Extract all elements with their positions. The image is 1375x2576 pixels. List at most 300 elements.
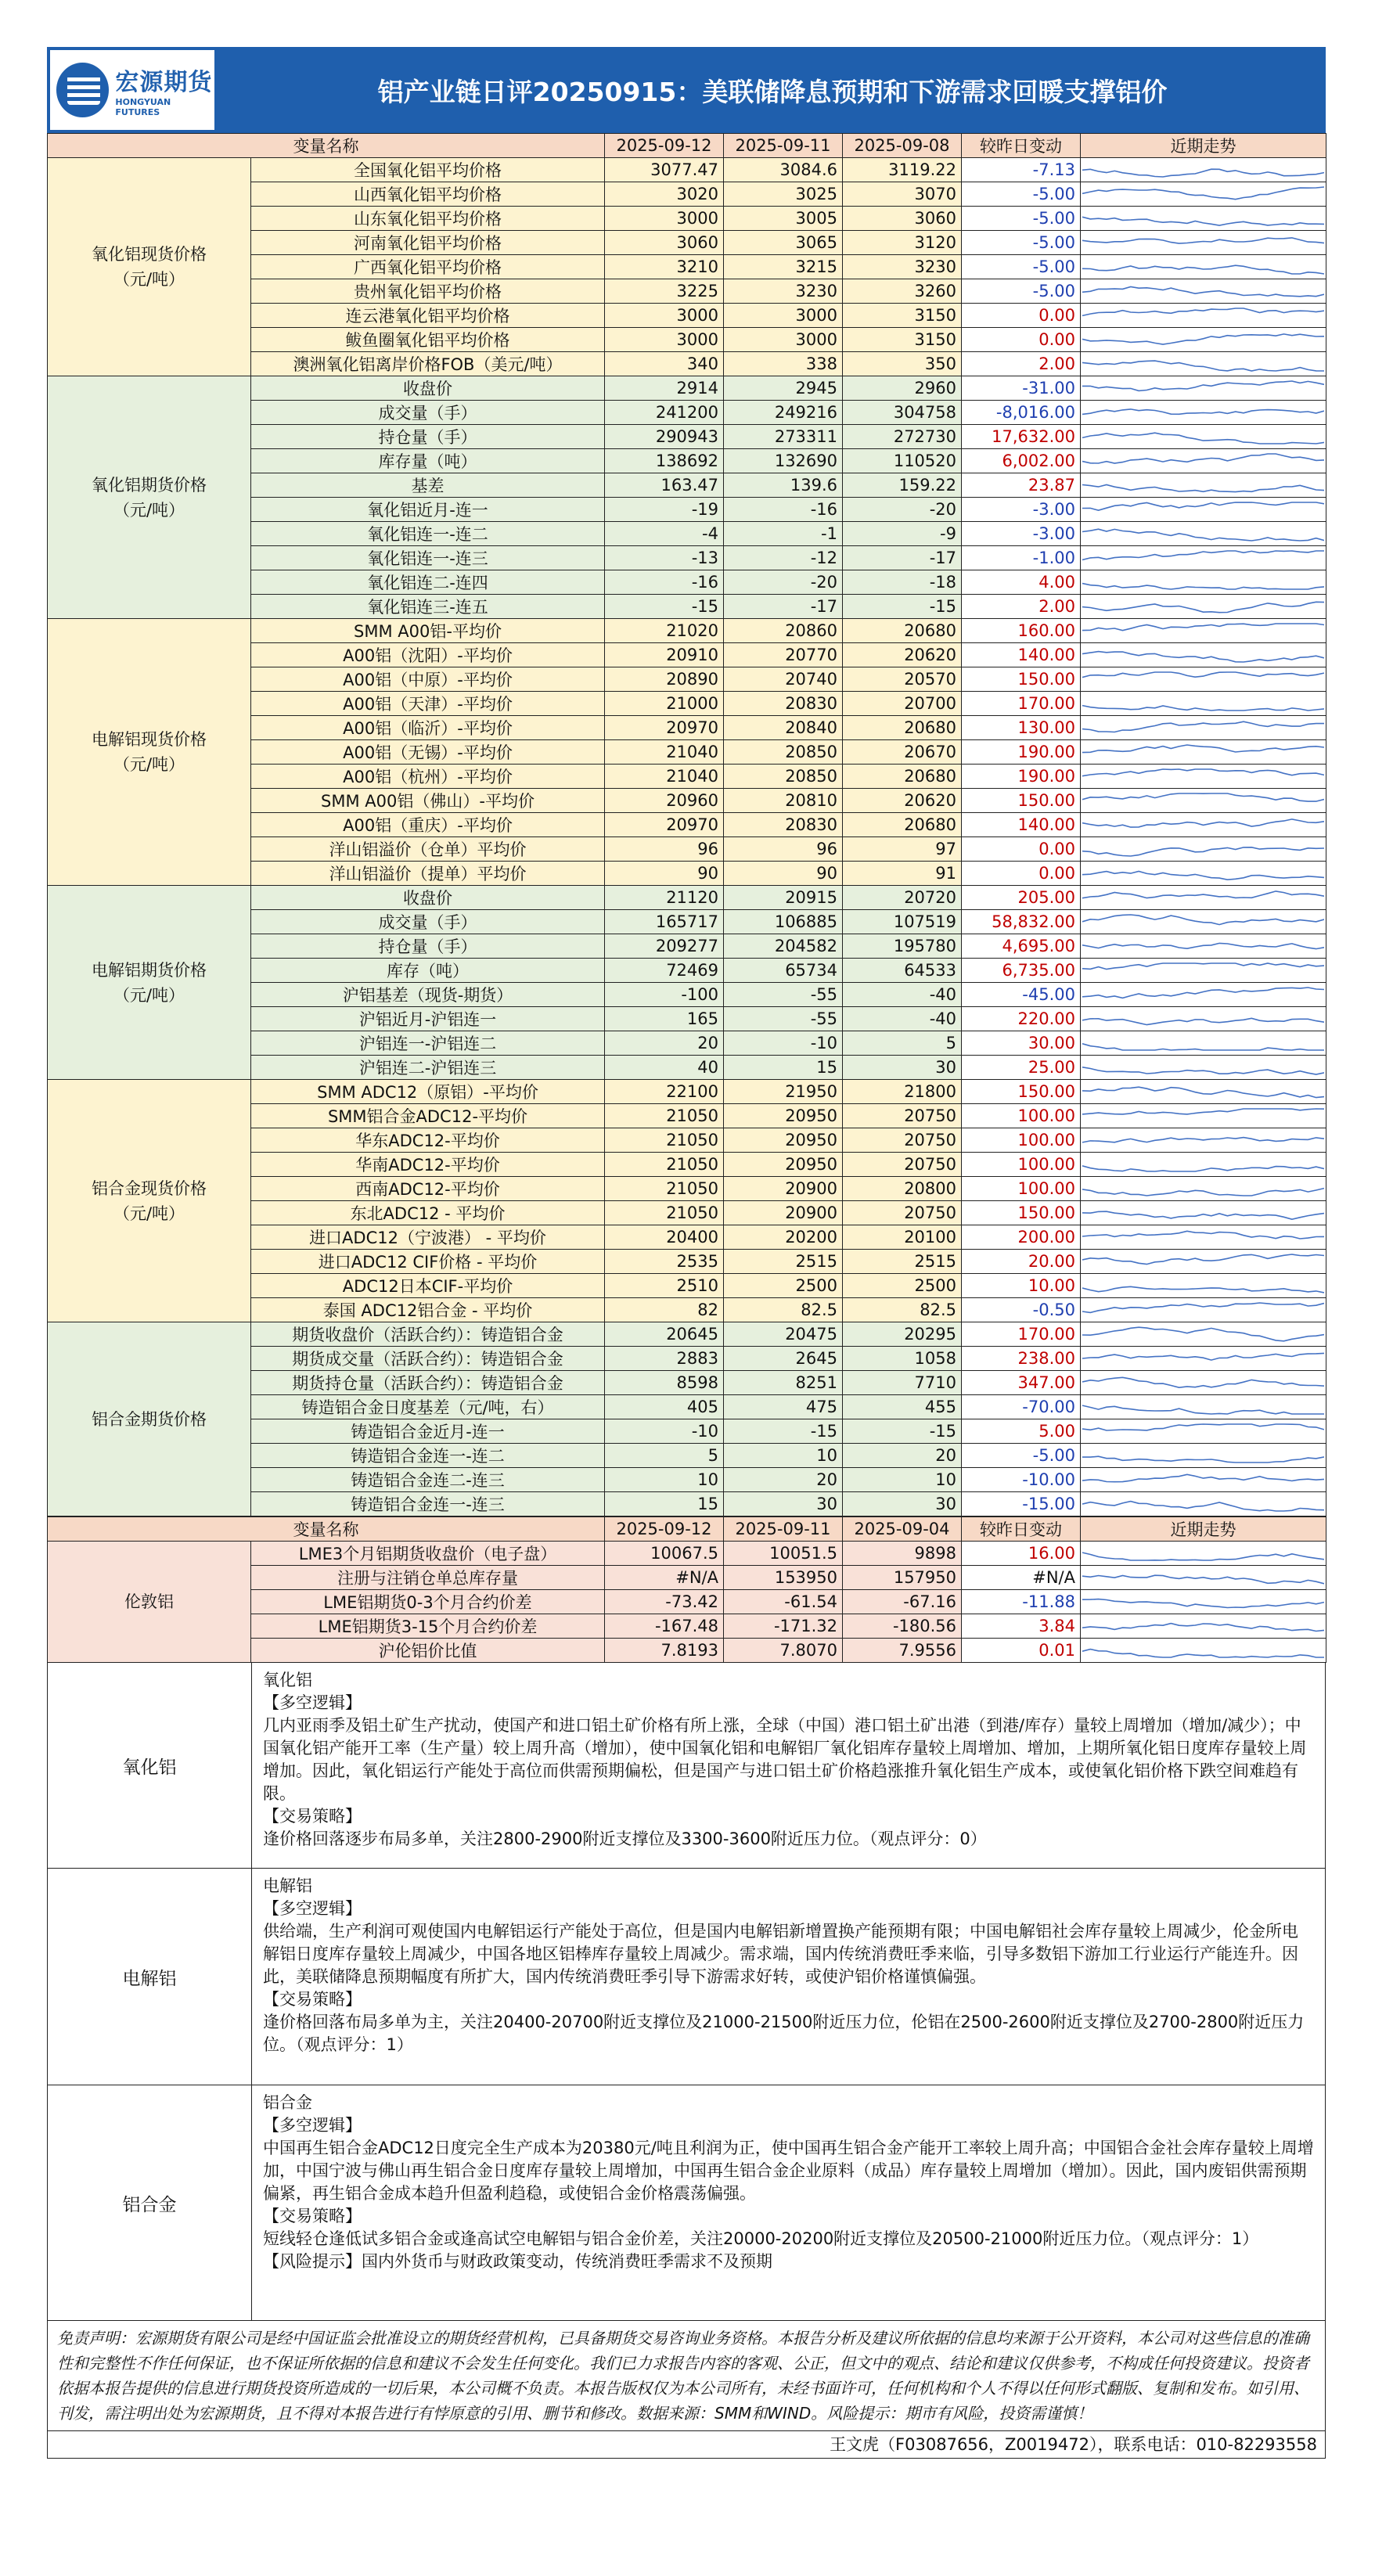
- trend-cell: [1081, 1468, 1326, 1492]
- trend-sparkline: [1082, 1179, 1324, 1198]
- value-cell: 64533: [843, 959, 962, 983]
- value-cell: 3210: [605, 255, 724, 279]
- value-cell: -17: [724, 595, 843, 619]
- trend-line: [1082, 1405, 1324, 1414]
- value-cell: 97: [843, 837, 962, 862]
- trend-cell: [1081, 231, 1326, 255]
- variable-name: 持仓量（手）: [251, 934, 605, 959]
- value-cell: -12: [724, 546, 843, 570]
- value-cell: 3230: [724, 279, 843, 304]
- trend-cell: [1081, 1274, 1326, 1298]
- variable-name: 西南ADC12-平均价: [251, 1177, 605, 1201]
- table-row: [48, 1542, 1326, 1566]
- trend-sparkline: [1082, 1276, 1324, 1295]
- value-cell: 20770: [724, 643, 843, 667]
- trend-sparkline: [1082, 1228, 1324, 1247]
- value-cell: 82.5: [724, 1298, 843, 1322]
- analysis-label: 铝合金: [48, 2085, 252, 2320]
- value-cell: 110520: [843, 449, 962, 473]
- value-cell: -13: [605, 546, 724, 570]
- value-cell: 21040: [605, 740, 724, 765]
- value-cell: 20: [605, 1031, 724, 1056]
- change-cell: 170.00: [962, 692, 1081, 716]
- value-cell: 20950: [724, 1153, 843, 1177]
- analysis-line: 【多空逻辑】: [263, 1899, 362, 1918]
- change-cell: 140.00: [962, 643, 1081, 667]
- variable-name: 连云港氧化铝平均价格: [251, 304, 605, 328]
- trend-cell: [1081, 401, 1326, 425]
- trend-line: [1082, 1254, 1324, 1265]
- value-cell: -17: [843, 546, 962, 570]
- trend-cell: [1081, 1444, 1326, 1468]
- value-cell: 21020: [605, 619, 724, 643]
- value-cell: 163.47: [605, 473, 724, 498]
- trend-line: [1082, 943, 1324, 948]
- trend-cell: [1081, 376, 1326, 401]
- trend-cell: [1081, 1614, 1326, 1639]
- analysis-text: [252, 1663, 1325, 1868]
- variable-name: A00铝（沈阳）-平均价: [251, 643, 605, 667]
- trend-sparkline: [1082, 864, 1324, 883]
- value-cell: 2914: [605, 376, 724, 401]
- variable-name: 洋山铝溢价（仓单）平均价: [251, 837, 605, 862]
- trend-cell: [1081, 1128, 1326, 1153]
- column-header: 2025-09-11: [724, 134, 843, 158]
- trend-sparkline: [1082, 1641, 1324, 1660]
- value-cell: 10: [724, 1444, 843, 1468]
- value-cell: 159.22: [843, 473, 962, 498]
- value-cell: 3025: [724, 182, 843, 207]
- trend-line: [1082, 1109, 1324, 1114]
- group-label-line: （元/吨）: [113, 1203, 185, 1223]
- value-cell: 20200: [724, 1225, 843, 1250]
- trend-cell: [1081, 546, 1326, 570]
- variable-name: A00铝（临沂）-平均价: [251, 716, 605, 740]
- change-cell: 23.87: [962, 473, 1081, 498]
- trend-sparkline: [1082, 306, 1324, 325]
- value-cell: 20850: [724, 765, 843, 789]
- variable-name: 沪铝连二-沪铝连三: [251, 1056, 605, 1080]
- change-cell: -15.00: [962, 1492, 1081, 1516]
- value-cell: 7.9556: [843, 1639, 962, 1663]
- trend-line: [1082, 652, 1324, 662]
- trend-line: [1082, 485, 1324, 492]
- trend-sparkline: [1082, 209, 1324, 228]
- trend-cell: [1081, 716, 1326, 740]
- value-cell: 21050: [605, 1201, 724, 1225]
- trend-cell: [1081, 352, 1326, 376]
- trend-line: [1082, 1138, 1324, 1142]
- trend-line: [1082, 1424, 1324, 1430]
- trend-line: [1082, 1552, 1324, 1560]
- variable-name: 铸造铝合金连一-连三: [251, 1492, 605, 1516]
- trend-sparkline: [1082, 1106, 1324, 1125]
- value-cell: 2515: [843, 1250, 962, 1274]
- value-cell: -20: [843, 498, 962, 522]
- trend-line: [1082, 1327, 1324, 1341]
- column-header: 2025-09-11: [724, 1517, 843, 1542]
- analysis-text: [252, 1869, 1325, 2085]
- change-cell: 220.00: [962, 1007, 1081, 1031]
- trend-sparkline: [1082, 1349, 1324, 1368]
- analysis-line: 电解铝: [263, 1876, 312, 1895]
- value-cell: -100: [605, 983, 724, 1007]
- trend-sparkline: [1082, 694, 1324, 713]
- variable-name: 铸造铝合金日度基差（元/吨，右）: [251, 1395, 605, 1419]
- variable-name: 进口ADC12（宁波港） - 平均价: [251, 1225, 605, 1250]
- value-cell: 90: [724, 862, 843, 886]
- value-cell: -1: [724, 522, 843, 546]
- trend-sparkline: [1082, 1325, 1324, 1344]
- value-cell: 165717: [605, 910, 724, 934]
- trend-sparkline: [1082, 1495, 1324, 1513]
- analysis-line: 【交易策略】: [263, 1807, 362, 1826]
- variable-name: LME铝期货0-3个月合约价差: [251, 1590, 605, 1614]
- value-cell: 290943: [605, 425, 724, 449]
- trend-sparkline: [1082, 1373, 1324, 1392]
- value-cell: 10051.5: [724, 1542, 843, 1566]
- value-cell: 96: [605, 837, 724, 862]
- trend-cell: [1081, 910, 1326, 934]
- variable-name: 库存量（吨）: [251, 449, 605, 473]
- trend-line: [1082, 847, 1324, 856]
- trend-cell: [1081, 1080, 1326, 1104]
- value-cell: 20960: [605, 789, 724, 813]
- trend-sparkline: [1082, 1446, 1324, 1465]
- change-cell: 150.00: [962, 667, 1081, 692]
- value-cell: 20: [843, 1444, 962, 1468]
- trend-sparkline: [1082, 815, 1324, 834]
- group-label-line: （元/吨）: [113, 500, 185, 520]
- value-cell: 20570: [843, 667, 962, 692]
- group-label-line: 电解铝期货价格: [92, 960, 207, 980]
- value-cell: 20810: [724, 789, 843, 813]
- value-cell: 82: [605, 1298, 724, 1322]
- trend-sparkline: [1082, 840, 1324, 858]
- london-aluminum-table: [47, 1516, 1326, 1663]
- trend-line: [1082, 872, 1324, 880]
- value-cell: 20750: [843, 1104, 962, 1128]
- change-cell: -3.00: [962, 498, 1081, 522]
- value-cell: 2510: [605, 1274, 724, 1298]
- trend-line: [1082, 1599, 1324, 1608]
- value-cell: -9: [843, 522, 962, 546]
- value-cell: 165: [605, 1007, 724, 1031]
- variable-name: 沪铝基差（现货-期货）: [251, 983, 605, 1007]
- trend-line: [1082, 793, 1324, 801]
- trend-sparkline: [1082, 743, 1324, 761]
- variable-name: 期货收盘价（活跃合约）：铸造铝合金: [251, 1322, 605, 1347]
- trend-sparkline: [1082, 354, 1324, 373]
- variable-name: 河南氧化铝平均价格: [251, 231, 605, 255]
- trend-cell: [1081, 765, 1326, 789]
- trend-cell: [1081, 934, 1326, 959]
- change-cell: 4.00: [962, 570, 1081, 595]
- value-cell: 20740: [724, 667, 843, 692]
- value-cell: 8598: [605, 1371, 724, 1395]
- value-cell: 20620: [843, 643, 962, 667]
- analysis-text: [252, 2085, 1325, 2320]
- value-cell: 3020: [605, 182, 724, 207]
- value-cell: 20475: [724, 1322, 843, 1347]
- value-cell: 3225: [605, 279, 724, 304]
- change-cell: 100.00: [962, 1153, 1081, 1177]
- analysis-row: [47, 1869, 1326, 2085]
- value-cell: 20915: [724, 886, 843, 910]
- analysis-row: [47, 1663, 1326, 1869]
- trend-sparkline: [1082, 452, 1324, 470]
- change-cell: 150.00: [962, 1080, 1081, 1104]
- value-cell: 20950: [724, 1104, 843, 1128]
- table-row: [48, 1322, 1326, 1347]
- value-cell: 7.8070: [724, 1639, 843, 1663]
- change-cell: 190.00: [962, 765, 1081, 789]
- change-cell: 4,695.00: [962, 934, 1081, 959]
- value-cell: 20720: [843, 886, 962, 910]
- value-cell: 20: [724, 1468, 843, 1492]
- value-cell: -15: [843, 1419, 962, 1444]
- value-cell: -16: [605, 570, 724, 595]
- trend-cell: [1081, 1225, 1326, 1250]
- table-row: [48, 1080, 1326, 1104]
- variable-name: 铸造铝合金近月-连一: [251, 1419, 605, 1444]
- trend-sparkline: [1082, 1155, 1324, 1174]
- value-cell: -167.48: [605, 1614, 724, 1639]
- trend-line: [1082, 1353, 1324, 1360]
- trend-sparkline: [1082, 257, 1324, 276]
- trend-line: [1082, 1044, 1324, 1050]
- trend-cell: [1081, 643, 1326, 667]
- value-cell: 21050: [605, 1104, 724, 1128]
- trend-cell: [1081, 619, 1326, 643]
- trend-line: [1082, 381, 1324, 390]
- variable-name: 氧化铝连三-连五: [251, 595, 605, 619]
- value-cell: 338: [724, 352, 843, 376]
- trend-sparkline: [1082, 1058, 1324, 1077]
- change-cell: 0.00: [962, 862, 1081, 886]
- analyst-contact: 王文虎（F03087656，Z0019472），联系电话：010-82293558: [47, 2431, 1326, 2459]
- trend-cell: [1081, 328, 1326, 352]
- trend-line: [1082, 1303, 1324, 1312]
- value-cell: -40: [843, 1007, 962, 1031]
- value-cell: 2645: [724, 1347, 843, 1371]
- trend-cell: [1081, 1177, 1326, 1201]
- value-cell: 82.5: [843, 1298, 962, 1322]
- value-cell: 304758: [843, 401, 962, 425]
- variable-name: LME铝期货3-15个月合约价差: [251, 1614, 605, 1639]
- value-cell: 2883: [605, 1347, 724, 1371]
- trend-cell: [1081, 692, 1326, 716]
- variable-name: 华南ADC12-平均价: [251, 1153, 605, 1177]
- trend-cell: [1081, 595, 1326, 619]
- trend-line: [1082, 551, 1324, 560]
- trend-sparkline: [1082, 621, 1324, 640]
- group-label-line: （元/吨）: [113, 755, 185, 774]
- value-cell: -15: [724, 1419, 843, 1444]
- value-cell: 20750: [843, 1201, 962, 1225]
- value-cell: 30: [843, 1492, 962, 1516]
- trend-cell: [1081, 1542, 1326, 1566]
- change-cell: 200.00: [962, 1225, 1081, 1250]
- value-cell: 2500: [724, 1274, 843, 1298]
- change-cell: 0.01: [962, 1639, 1081, 1663]
- trend-sparkline: [1082, 985, 1324, 1004]
- variable-name: 库存（吨）: [251, 959, 605, 983]
- trend-line: [1082, 672, 1324, 678]
- trend-line: [1082, 1474, 1324, 1481]
- value-cell: 20900: [724, 1201, 843, 1225]
- change-cell: 0.00: [962, 328, 1081, 352]
- column-header: 变量名称: [48, 134, 605, 158]
- table-row: [48, 158, 1326, 182]
- value-cell: 20910: [605, 643, 724, 667]
- value-cell: 21050: [605, 1153, 724, 1177]
- change-cell: -70.00: [962, 1395, 1081, 1419]
- variable-name: 氧化铝连一-连三: [251, 546, 605, 570]
- value-cell: 7.8193: [605, 1639, 724, 1663]
- trend-line: [1082, 624, 1324, 631]
- change-cell: 100.00: [962, 1128, 1081, 1153]
- analysis-line: 【多空逻辑】: [263, 1693, 362, 1712]
- variable-name: 华东ADC12-平均价: [251, 1128, 605, 1153]
- value-cell: 3260: [843, 279, 962, 304]
- trend-sparkline: [1082, 1082, 1324, 1101]
- variable-name: A00铝（无锡）-平均价: [251, 740, 605, 765]
- trend-cell: [1081, 789, 1326, 813]
- trend-sparkline: [1082, 1422, 1324, 1441]
- value-cell: 273311: [724, 425, 843, 449]
- value-cell: 20750: [843, 1153, 962, 1177]
- value-cell: 3215: [724, 255, 843, 279]
- group-label: [48, 158, 251, 376]
- trend-sparkline: [1082, 1544, 1324, 1563]
- trend-sparkline: [1082, 767, 1324, 786]
- company-logo: [50, 50, 214, 130]
- trend-sparkline: [1082, 427, 1324, 446]
- value-cell: 8251: [724, 1371, 843, 1395]
- trend-cell: [1081, 473, 1326, 498]
- group-label: [48, 886, 251, 1080]
- value-cell: 157950: [843, 1566, 962, 1590]
- group-label-line: 电解铝现货价格: [92, 730, 207, 749]
- value-cell: -180.56: [843, 1614, 962, 1639]
- column-header: 2025-09-04: [843, 1517, 962, 1542]
- value-cell: 350: [843, 352, 962, 376]
- trend-sparkline: [1082, 160, 1324, 179]
- column-header: 较昨日变动: [962, 1517, 1081, 1542]
- change-cell: 347.00: [962, 1371, 1081, 1395]
- trend-sparkline: [1082, 1203, 1324, 1222]
- trend-cell: [1081, 1201, 1326, 1225]
- trend-cell: [1081, 1590, 1326, 1614]
- value-cell: 21040: [605, 765, 724, 789]
- value-cell: 30: [843, 1056, 962, 1080]
- analysis-line: 氧化铝: [263, 1671, 312, 1689]
- trend-line: [1082, 433, 1324, 444]
- variable-name: 全国氧化铝平均价格: [251, 158, 605, 182]
- trend-cell: [1081, 983, 1326, 1007]
- value-cell: 65734: [724, 959, 843, 983]
- change-cell: 10.00: [962, 1274, 1081, 1298]
- trend-line: [1082, 1189, 1324, 1196]
- value-cell: 20670: [843, 740, 962, 765]
- change-cell: -0.50: [962, 1298, 1081, 1322]
- trend-cell: [1081, 207, 1326, 231]
- trend-cell: [1081, 1104, 1326, 1128]
- trend-line: [1082, 1377, 1324, 1387]
- variable-name: A00铝（中原）-平均价: [251, 667, 605, 692]
- value-cell: 21800: [843, 1080, 962, 1104]
- value-cell: 15: [724, 1056, 843, 1080]
- trend-sparkline: [1082, 500, 1324, 519]
- trend-cell: [1081, 1007, 1326, 1031]
- trend-cell: [1081, 570, 1326, 595]
- value-cell: 72469: [605, 959, 724, 983]
- value-cell: 5: [605, 1444, 724, 1468]
- change-cell: 160.00: [962, 619, 1081, 643]
- trend-line: [1082, 1231, 1324, 1239]
- variable-name: ADC12日本CIF-平均价: [251, 1274, 605, 1298]
- value-cell: 20830: [724, 692, 843, 716]
- trend-cell: [1081, 449, 1326, 473]
- trend-cell: [1081, 1031, 1326, 1056]
- variable-name: 铸造铝合金连二-连三: [251, 1468, 605, 1492]
- trend-cell: [1081, 862, 1326, 886]
- trend-line: [1082, 265, 1324, 274]
- value-cell: 3000: [724, 304, 843, 328]
- value-cell: 3120: [843, 231, 962, 255]
- value-cell: 132690: [724, 449, 843, 473]
- trend-cell: [1081, 255, 1326, 279]
- analysis-row: [47, 2085, 1326, 2321]
- value-cell: 340: [605, 352, 724, 376]
- value-cell: 21050: [605, 1177, 724, 1201]
- variable-name: 山西氧化铝平均价格: [251, 182, 605, 207]
- value-cell: 40: [605, 1056, 724, 1080]
- variable-name: 成交量（手）: [251, 910, 605, 934]
- trend-line: [1082, 502, 1324, 510]
- change-cell: -5.00: [962, 207, 1081, 231]
- value-cell: 21120: [605, 886, 724, 910]
- logo-en-text: HONGYUAN FUTURES: [115, 97, 171, 117]
- change-cell: 205.00: [962, 886, 1081, 910]
- value-cell: -61.54: [724, 1590, 843, 1614]
- value-cell: 3000: [605, 304, 724, 328]
- column-header: 2025-09-12: [605, 134, 724, 158]
- value-cell: 20900: [724, 1177, 843, 1201]
- analysis-line: 【交易策略】: [263, 2207, 362, 2225]
- trend-line: [1082, 988, 1324, 998]
- trend-line: [1082, 334, 1324, 344]
- variable-name: 期货成交量（活跃合约）：铸造铝合金: [251, 1347, 605, 1371]
- value-cell: 10: [843, 1468, 962, 1492]
- analysis-line: 供给端，生产利润可观使国内电解铝运行产能处于高位，但是国内电解铝新增置换产能预期有限；中国电解铝社会库存量较上周减少，伦金所电解铝日度库存量较上周减少，中国各地区铝棒库存量较上周减少。需求端，国内传统消费旺季来临，引导多数铝下游加工行业运行产能连升。因此，美联储降息预期幅度有所扩大，国内传统消费旺季引导下游需求好转，或使沪铝价格谨慎偏强。: [263, 1922, 1298, 1986]
- trend-cell: [1081, 425, 1326, 449]
- trend-line: [1082, 602, 1324, 612]
- table-row: [48, 886, 1326, 910]
- value-cell: 241200: [605, 401, 724, 425]
- analysis-line: 逢价格回落布局多单为主，关注20400-20700附近支撑位及21000-21500附近压力位，伦铝在2500-2600附近支撑位及2700-2800附近压力位。（观点评分：1）: [263, 2013, 1305, 2054]
- value-cell: 475: [724, 1395, 843, 1419]
- value-cell: -15: [843, 595, 962, 619]
- trend-sparkline: [1082, 597, 1324, 616]
- variable-name: SMM A00铝-平均价: [251, 619, 605, 643]
- trend-cell: [1081, 837, 1326, 862]
- trend-cell: [1081, 1371, 1326, 1395]
- trend-sparkline: [1082, 185, 1324, 203]
- value-cell: 209277: [605, 934, 724, 959]
- value-cell: 9898: [843, 1542, 962, 1566]
